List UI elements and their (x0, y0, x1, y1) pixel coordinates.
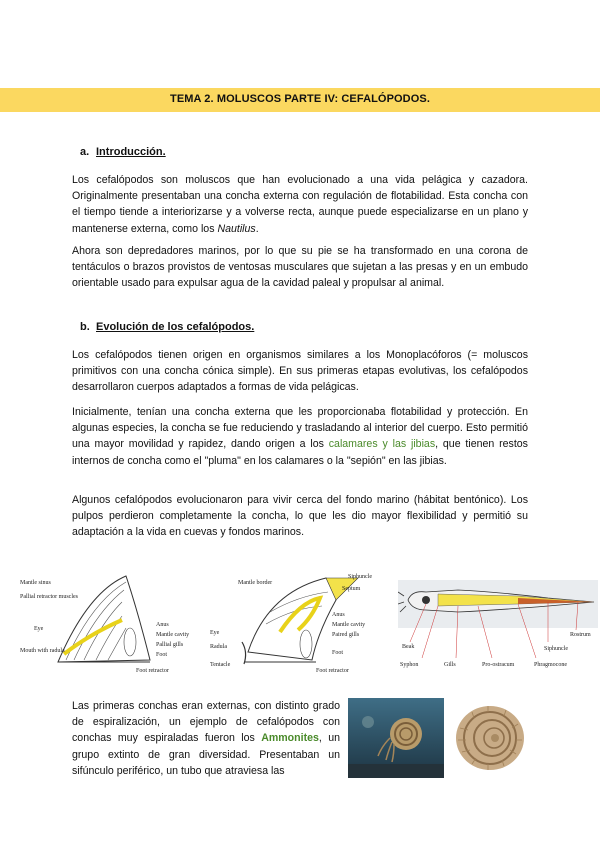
section-a-title: Introducción. (96, 146, 166, 158)
paragraph-evolution-1: Los cefalópodos tienen origen en organismos similares a los Monoplacóforos (= moluscos primitivos con una concha cónica simple). En sus primeras etapas evolutivas, los cefalópodos desarrollaron cuerpos adaptados a formas de vida pelágicas. (72, 349, 528, 394)
page-title: TEMA 2. MOLUSCOS PARTE IV: CEFALÓPODOS. (170, 93, 430, 105)
section-a-number: a. (80, 146, 90, 158)
label-mantle-sinus: Mantle sinus (20, 580, 51, 586)
paragraph-ammonites (72, 698, 340, 779)
label-syphon: Syphon (400, 662, 419, 668)
ammo-text: Las primeras conchas eran externas, con distinto grado de espiralización, un ejemplo de cefalópodos con conchas muy espiraladas fueron los (72, 700, 340, 745)
label-septum: Septum (342, 586, 361, 592)
paragraph-intro-1 (72, 172, 528, 237)
label-eye: Eye (34, 626, 44, 632)
ammonites-highlight: Ammonites (261, 732, 319, 745)
intro1-end: . (255, 222, 259, 235)
label-foot: Foot (332, 650, 344, 656)
ammo-end: , un grupo extinto de gran diversidad. Presentaban un sifúnculo periférico, un tubo que atraviesa las (72, 732, 340, 777)
label-pallial-retractor: Pallial retractor muscles (20, 594, 78, 600)
calamares-link[interactable]: calamares y las jibias (328, 438, 436, 451)
evo2-text: Inicialmente, tenían una concha externa que les proporcionaba flotabilidad y protección. En algunas especies, la concha se fue reduciendo y trasladando al interior del cuerpo. Esto permitió una mayor movilidad y rapidez, dando origen a los (72, 406, 528, 451)
label-rostrum: Rostrum (570, 632, 591, 638)
label-eye: Eye (210, 630, 220, 636)
early-cephalopod-diagram (208, 572, 388, 677)
belemnite-diagram (398, 580, 598, 670)
figure3-labels (400, 632, 591, 668)
ammonite-fossil-photo (446, 698, 530, 778)
section-b-heading (80, 321, 255, 333)
label-pro-ostracum: Pro-ostracum (482, 662, 515, 668)
label-anus: Anus (332, 612, 345, 618)
paragraph-evolution-2 (72, 404, 528, 469)
paragraph-evolution-3: Algunos cefalópodos evolucionaron para vivir cerca del fondo marino (hábitat bentónico). Los pulpos perdieron completamente la concha, lo que les dio mayor flexibilidad y permitió su adaptación a la vida en cuevas y fondos marinos. (72, 494, 528, 539)
section-a-heading (80, 146, 166, 158)
label-siphuncle: Siphuncle (348, 574, 372, 580)
label-foot-retractor: Foot retractor (136, 668, 169, 674)
label-tentacle: Tentacle (210, 662, 231, 668)
label-mantle-cavity: Mantle cavity (156, 632, 190, 638)
monoplacophoran-diagram (18, 572, 198, 677)
paragraph-intro-2: Ahora son depredadores marinos, por lo que su pie se ha transformado en una corona de tentáculos o brazos provistos de ventosas musculares que sujetan a las presas y en un embudo orientable usado para expulsar agua de la cavidad paleal y propulsar al animal. (72, 245, 528, 290)
label-phragmocone: Phragmocone (534, 662, 567, 668)
label-gills: Gills (444, 662, 456, 668)
label-pallial-gills: Pallial gills (156, 642, 184, 648)
label-siphuncle: Siphuncle (544, 646, 568, 652)
ammonite-underwater-photo (348, 698, 444, 778)
label-foot: Foot (156, 652, 168, 658)
label-mantle-border: Mantle border (238, 580, 273, 586)
nautilus-italic: Nautilus (217, 222, 256, 235)
intro1-text: Los cefalópodos son moluscos que han evolucionado a una vida pelágica y cazadora. Originalmente presentaban una concha externa con regulación de flotabilidad. Esta concha con el tiempo tiende a interiorizarse y a volverse recta, aunque puede especializarse en un plano y mantenerse externa, como los (72, 174, 528, 235)
evo2-end: , que tienen restos internos de concha como el "pluma" en los calamares o la "sepión" en las jibias. (72, 438, 528, 467)
figure2-labels-left (210, 630, 231, 668)
section-b-number: b. (80, 321, 90, 333)
label-beak: Beak (402, 644, 415, 650)
label-anus: Anus (156, 622, 169, 628)
label-foot-retractor: Foot retractor (316, 668, 349, 674)
label-paired-gills: Paired gills (332, 632, 360, 638)
label-mantle-cavity: Mantle cavity (332, 622, 366, 628)
section-b-title: Evolución de los cefalópodos. (96, 321, 255, 333)
label-radula: Radula (210, 644, 227, 650)
label-mouth: Mouth with radula (20, 648, 65, 654)
